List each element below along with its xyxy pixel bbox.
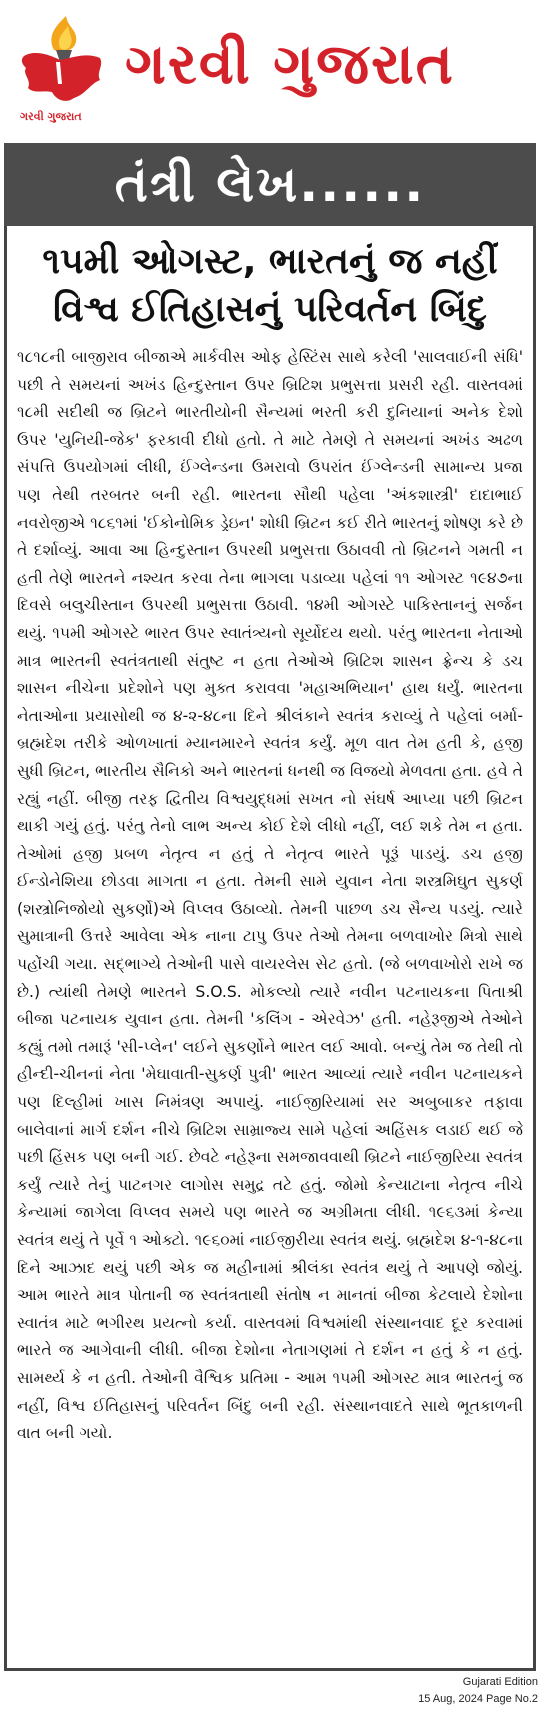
editorial-article: [4, 226, 536, 1671]
logo-caption: ગરવી ગુજરાત: [20, 110, 82, 123]
headline-line-1: ૧૫મી ઓગસ્ટ, ભારતનું જ નહીં: [42, 241, 498, 282]
masthead: [0, 0, 546, 140]
newspaper-title: ગરવી ગુજરાત: [125, 32, 455, 97]
date-page-label: 15 Aug, 2024 Page No.2: [418, 1693, 538, 1705]
edition-label: Gujarati Edition: [462, 1676, 538, 1688]
headline-line-2: વિશ્વ ઈતિહાસનું પરિવર્તન બિંદુ: [53, 289, 487, 330]
article-body: ૧૮૧૮ની બાજીરાવ બીજાએ માર્કવીસ ઓફ હેસ્ટિંસ સાથે કરેલી 'સાલવાઈની સંધિ' પછી તે સમયનાં અખંડ હિન્દુસ્તાન ઉપર બ્રિટિશ પ્રભુસત્તા પ્રસરી રહી. વાસ્તવમાં ૧૮મી સદીથી જ બ્રિટને ભારતીયોની સૈન્યમાં ભરતી કરી દુનિયાનાં અનેક દેશો ઉપર 'યુનિયી-જેક' ફરકાવી દીધો હતો. તે માટે તેમણે તે સમયનાં અખંડ અઢળ સંપત્તિ ઉપયોગમાં લીધી, ઈંગ્લેન્ડના ઉમરાવો ઉપરાંત ઈંગ્લેન્ડની સામાન્ય પ્રજા પણ તેથી તરબતર બની રહી. ભારતના સૌથી પહેલા 'અંકશાસ્ત્રી' દાદાભાઈ નવરોજીએ ૧૮૬૧માં 'ઈકોનોમિક ડ્રેઇન' શોધી બ્રિટન કઈ રીતે ભારતનું શોષણ કરે છે તે દર્શાવ્યું. આવા આ હિન્દુસ્તાન ઉપરથી પ્રભુસત્તા ઉઠાવવી તો બ્રિટનને ગમતી ન હતી તેણે ભારતને નશ્યત કરવા તેના ભાગલા પડાવ્યા પહેલાં ૧૧ ઓગસ્ટ ૧૯૪૭ના દિવસે બલુચીસ્તાન ઉપરથી પ્રભુસત્તા ઉઠાવી. ૧૪મી ઓગસ્ટે પાકિસ્તાનનું સર્જન થયું. ૧૫મી ઓગસ્ટે ભારત ઉપર સ્વાતંત્ર્યનો સૂર્યોદય થયો. પરંતુ ભારતના નેતાઓ માત્ર ભારતની સ્વતંત્રતાથી સંતુષ્ટ ન હતા તેઓએ બ્રિટિશ શાસન ફ્રેન્ચ કે ડચ શાસન નીચેના પ્રદેશોને પણ મુક્ત કરાવવા 'મહાઅભિયાન' હાથ ધર્યું. ભારતના નેતાઓના પ્રયાસોથી જ ૪-૨-૪૮ના દિને શ્રીલંકાને સ્વતંત્ર કરાવ્યું તે પહેલાં બર્મા-બ્રહ્મદેશ તરીકે ઓળખાતાં મ્યાનમારને સ્વતંત્ર કર્યું. મૂળ વાત તેમ હતી કે, હજી સુધી બ્રિટન, ભારતીય સૈનિકો અને ભારતનાં ધનથી જ વિજયો મેળવતા હતા. હવે તે રહ્યું નહીં. બીજી તરફ દ્વિતીય વિશ્વયુદ્ધમાં સખત નો સંઘર્ષ આપ્યા પછી બ્રિટન થાકી ગયું હતું. પરંતુ તેનો લાભ અન્ય કોઈ દેશે લીધો નહીં, લઈ શકે તેમ ન હતા. તેઓમાં હજી પ્રબળ નેતૃત્વ ન હતું તે નેતૃત્વ ભારતે પૂરૂં પાડયું. ડચ હજી ઈન્ડોનેશિયા છોડવા માગતા ન હતા. તેમની સામે યુવાન નેતા શસ્ત્રમિઘુત સુકર્ણ (શસ્ત્રોનિજોયો સુકર્ણો)એ વિપ્લવ ઉઠાવ્યો. તેમની પાછળ ડચ સૈન્ય પડયું. ત્યારે સુમાત્રાની ઉત્તરે આવેલા એક નાના ટાપુ ઉપર તેઓ તેમના બળવાખોર મિત્રો સાથે પહોંચી ગયા. સદ્ભાગ્યે તેઓની પાસે વાયરલેસ સેટ હતો. (જે બળવાખોરો રાખે જ છે.) ત્યાંથી તેમણે ભારતને S.O.S. મોકલ્યો ત્યારે નવીન પટનાયકના પિતાશ્રી બીજા પટનાયક યુવાન હતા. તેમની 'કલિંગ - એરવેઝ' હતી. નહેરૂજીએ તેઓને કહ્યું તમો તમારૂં 'સી-પ્લેન' લઈને સુકર્ણોને ભારત લઈ આવો. બન્યું તેમ જ તેથી તો હીન્દી-ચીનનાં નેતા 'મેઘાવાતી-સુકર્ણ પુત્રી' ભારત આવ્યાં ત્યારે નવીન પટનાયકને પણ દિલ્હીમાં ખાસ નિમંત્રણ અપાયું. નાઈજીરિયામાં સર અબુબાકર તફાવા બાલેવાનાં માર્ગ દર્શન નીચે બ્રિટિશ સામ્રાજ્ય સામે પહેલાં અહિંસક લડાઈ થઈ જે પછી હિંસક પણ બની ગઈ. છેવટે નહેરૂના સમજાવવાથી બ્રિટને નાઈજીરિયા સ્વતંત્ર કર્યું ત્યારે તેનું પાટનગર લાગોસ સમુદ્ર તટે હતું. જોમો કેન્યાટાના નેતૃત્વ નીચે કેન્યામાં જાગેલા વિપ્લવ સમયે પણ ભારતે જ અગ્રીમતા લીધી. ૧૯૬૩માં કેન્યા સ્વતંત્ર થયું તે પૂર્વે ૧ ઓક્ટો. ૧૯૬૦માં નાઈજીરીયા સ્વતંત્ર થયું. બ્રહ્મદેશ ૪-૧-૪૮ના દિને આઝાદ થયું પછી એક જ મહીનામાં શ્રીલંકા સ્વતંત્ર થયું તે આપણે જોયું. આમ ભારતે માત્ર પોતાની જ સ્વતંત્રતાથી સંતોષ ન માનતાં બીજા કેટલાયે દેશોના સ્વાતંત્ર માટે ભગીરથ પ્રયત્નો કર્યા. વાસ્તવમાં વિશ્વમાંથી સંસ્થાનવાદ દૂર કરવામાં ભારતે જ આગેવાની લીધી. બીજા દેશોના નેતાગણમાં તે દર્શન ન હતું કે ન હતું. સામર્થ્ય કે ન હતી. તેઓની વૈશ્વિક પ્રતિમા - આમ ૧૫મી ઓગસ્ટ માત્ર ભારતનું જ નહીં, વિશ્વ ઈતિહાસનું પરિવર્તન બિંદુ બની રહી. સંસ્થાનવાદતે સાથે ભૂતકાળની વાત બની ગયો.: [17, 348, 523, 1443]
editorial-banner: [4, 143, 536, 226]
editorial-title: તંત્રી લેખ......: [114, 155, 426, 213]
page-footer: [418, 1674, 538, 1708]
article-headline: [15, 238, 525, 334]
